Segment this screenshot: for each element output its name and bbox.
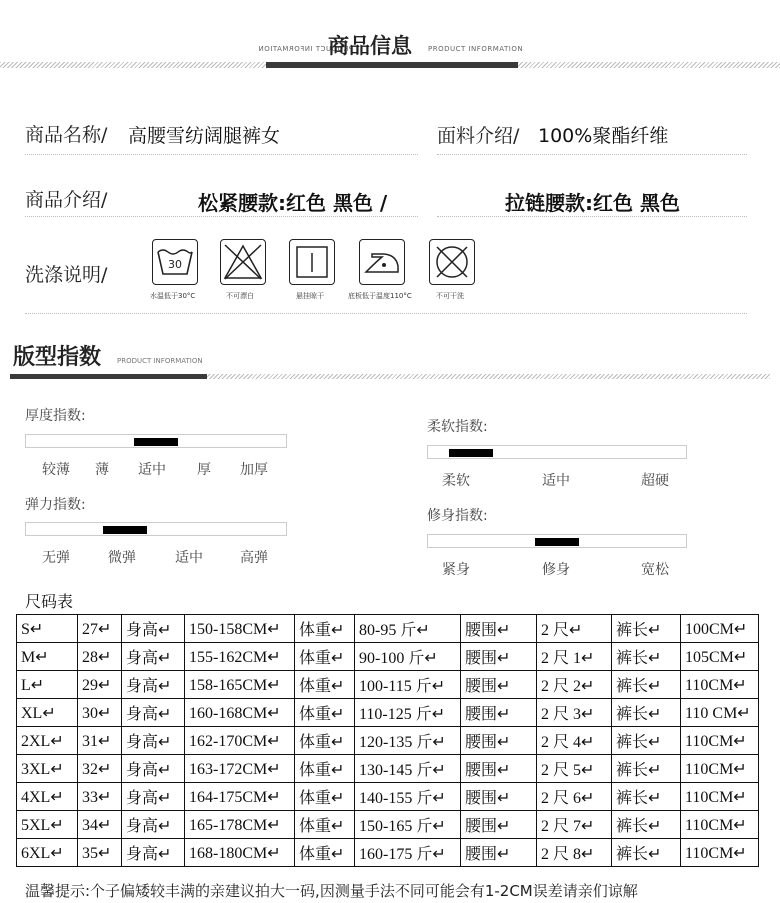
table-cell: 2 尺 3↵	[537, 699, 612, 727]
table-cell: 160-175 斤↵	[355, 839, 461, 867]
table-cell: 110 CM↵	[681, 699, 759, 727]
elasticity-tick: 微弹	[108, 550, 136, 566]
table-cell: 腰围↵	[461, 671, 537, 699]
elasticity-tick: 适中	[175, 550, 203, 566]
table-cell: 裤长↵	[612, 643, 681, 671]
table-cell: 163-172CM↵	[185, 755, 295, 783]
table-cell: 27↵	[78, 615, 122, 643]
table-cell: 164-175CM↵	[185, 783, 295, 811]
product-name-value: 高腰雪纺阔腿裤女	[128, 125, 281, 147]
table-cell: 155-162CM↵	[185, 643, 295, 671]
table-cell: 105CM↵	[681, 643, 759, 671]
table-cell: 33↵	[78, 783, 122, 811]
header-subtitle-mirrored: PRODUCT INFORMATION	[258, 45, 354, 53]
table-cell: 158-165CM↵	[185, 671, 295, 699]
table-row	[17, 699, 759, 727]
size-table-title: 尺码表	[25, 592, 74, 611]
elasticity-tick: 无弹	[42, 550, 70, 566]
elasticity-tick: 高弹	[240, 550, 268, 566]
table-cell: 90-100 斤↵	[355, 643, 461, 671]
softness-marker	[449, 449, 493, 457]
table-cell: 2 尺 2↵	[537, 671, 612, 699]
table-cell: 身高↵	[122, 643, 185, 671]
thickness-marker	[134, 438, 178, 446]
table-cell: 裤长↵	[612, 699, 681, 727]
table-cell: 110CM↵	[681, 727, 759, 755]
wash-icon-caption: 底板低于温度110°C	[348, 292, 412, 300]
wash-30-icon	[152, 239, 198, 285]
fit-tick: 修身	[542, 562, 570, 578]
elasticity-index-label: 弹力指数:	[25, 497, 86, 513]
table-cell: M↵	[17, 643, 78, 671]
table-cell: 体重↵	[295, 783, 355, 811]
table-cell: 110CM↵	[681, 839, 759, 867]
table-cell: 150-165 斤↵	[355, 811, 461, 839]
table-row	[17, 755, 759, 783]
table-cell: 110CM↵	[681, 671, 759, 699]
softness-tick: 适中	[542, 473, 570, 489]
fit-index-bar	[427, 534, 687, 548]
table-cell: 110-125 斤↵	[355, 699, 461, 727]
table-cell: 体重↵	[295, 811, 355, 839]
washing-label: 洗涤说明/	[25, 264, 108, 286]
table-row	[17, 783, 759, 811]
thickness-index-label: 厚度指数:	[25, 408, 86, 424]
page-title: 商品信息	[328, 34, 412, 58]
table-cell: 裤长↵	[612, 755, 681, 783]
table-cell: 裤长↵	[612, 783, 681, 811]
header-bar	[266, 62, 518, 68]
table-cell: 2 尺 6↵	[537, 783, 612, 811]
row-divider	[25, 216, 418, 217]
table-cell: 腰围↵	[461, 783, 537, 811]
table-cell: 5XL↵	[17, 811, 78, 839]
table-cell: 体重↵	[295, 699, 355, 727]
table-cell: 160-168CM↵	[185, 699, 295, 727]
thickness-tick: 较薄	[42, 462, 70, 478]
table-row	[17, 811, 759, 839]
table-cell: 120-135 斤↵	[355, 727, 461, 755]
fit-marker	[535, 538, 579, 546]
table-cell: 身高↵	[122, 839, 185, 867]
row-divider	[437, 216, 747, 217]
elasticity-index-bar	[25, 522, 287, 536]
wash-icon-caption: 水温低于30°C	[150, 292, 196, 300]
fit-tick: 宽松	[641, 562, 669, 578]
table-row	[17, 615, 759, 643]
table-cell: 身高↵	[122, 671, 185, 699]
table-cell: L↵	[17, 671, 78, 699]
intro-zip-waist: 拉链腰款:红色 黑色	[505, 191, 680, 215]
hang-dry-icon	[289, 239, 335, 285]
table-cell: 体重↵	[295, 727, 355, 755]
header-subtitle: PRODUCT INFORMATION	[428, 45, 524, 53]
table-row	[17, 643, 759, 671]
table-cell: 31↵	[78, 727, 122, 755]
table-cell: 30↵	[78, 699, 122, 727]
table-cell: 28↵	[78, 643, 122, 671]
fit-index-subtitle: PRODUCT INFORMATION	[117, 357, 203, 365]
no-dry-clean-icon	[429, 239, 475, 285]
wash-icon-caption: 不可干洗	[436, 292, 464, 300]
size-table	[16, 614, 759, 867]
table-cell: 2 尺 7↵	[537, 811, 612, 839]
table-cell: 腰围↵	[461, 643, 537, 671]
table-cell: 2 尺 8↵	[537, 839, 612, 867]
row-divider	[25, 154, 418, 155]
table-cell: 体重↵	[295, 643, 355, 671]
table-cell: 裤长↵	[612, 615, 681, 643]
table-cell: 腰围↵	[461, 811, 537, 839]
thickness-tick: 适中	[138, 462, 166, 478]
softness-index-bar	[427, 445, 687, 459]
table-cell: 110CM↵	[681, 783, 759, 811]
table-cell: 165-178CM↵	[185, 811, 295, 839]
table-cell: 6XL↵	[17, 839, 78, 867]
table-cell: 裤长↵	[612, 671, 681, 699]
table-cell: 29↵	[78, 671, 122, 699]
table-cell: S↵	[17, 615, 78, 643]
table-cell: 2 尺 4↵	[537, 727, 612, 755]
table-cell: 腰围↵	[461, 727, 537, 755]
wash-icon-caption: 悬挂晾干	[296, 292, 324, 300]
table-cell: 裤长↵	[612, 811, 681, 839]
intro-elastic-waist: 松紧腰款:红色 黑色 /	[198, 191, 388, 215]
table-cell: 身高↵	[122, 811, 185, 839]
table-cell: 35↵	[78, 839, 122, 867]
table-cell: 110CM↵	[681, 811, 759, 839]
table-cell: 体重↵	[295, 755, 355, 783]
section-bar	[10, 374, 207, 379]
table-cell: 2XL↵	[17, 727, 78, 755]
table-cell: 裤长↵	[612, 727, 681, 755]
table-cell: 130-145 斤↵	[355, 755, 461, 783]
table-cell: 3XL↵	[17, 755, 78, 783]
table-cell: 2 尺 1↵	[537, 643, 612, 671]
table-cell: 80-95 斤↵	[355, 615, 461, 643]
thickness-index-bar	[25, 434, 287, 448]
table-cell: 裤长↵	[612, 839, 681, 867]
table-cell: 腰围↵	[461, 839, 537, 867]
fit-tick: 紧身	[442, 562, 470, 578]
table-cell: 168-180CM↵	[185, 839, 295, 867]
table-cell: 身高↵	[122, 699, 185, 727]
table-cell: 体重↵	[295, 839, 355, 867]
fit-index-title: 版型指数	[13, 345, 102, 370]
table-row	[17, 839, 759, 867]
table-cell: 140-155 斤↵	[355, 783, 461, 811]
table-cell: 100CM↵	[681, 615, 759, 643]
table-row	[17, 671, 759, 699]
fit-index-label: 修身指数:	[427, 508, 488, 524]
table-cell: 身高↵	[122, 727, 185, 755]
size-tip: 温馨提示:个子偏矮较丰满的亲建议拍大一码,因测量手法不同可能会有1-2CM误差请亲们谅解	[25, 882, 638, 900]
softness-index-label: 柔软指数:	[427, 419, 488, 435]
table-cell: 2 尺↵	[537, 615, 612, 643]
table-cell: 150-158CM↵	[185, 615, 295, 643]
wash-temp-number: 30	[168, 258, 182, 271]
softness-tick: 柔软	[442, 473, 470, 489]
table-cell: 身高↵	[122, 783, 185, 811]
elasticity-marker	[103, 526, 147, 534]
thickness-tick: 厚	[197, 462, 211, 478]
thickness-tick: 加厚	[240, 462, 268, 478]
product-intro-label: 商品介绍/	[25, 189, 108, 211]
table-cell: 4XL↵	[17, 783, 78, 811]
iron-low-icon	[359, 239, 405, 285]
thickness-tick: 薄	[95, 462, 109, 478]
table-cell: 34↵	[78, 811, 122, 839]
row-divider	[25, 313, 747, 314]
table-cell: 110CM↵	[681, 755, 759, 783]
table-cell: 体重↵	[295, 671, 355, 699]
table-cell: 100-115 斤↵	[355, 671, 461, 699]
product-name-label: 商品名称/	[25, 124, 108, 146]
table-cell: 腰围↵	[461, 755, 537, 783]
table-cell: 162-170CM↵	[185, 727, 295, 755]
wash-icon-caption: 不可漂白	[226, 292, 254, 300]
table-cell: 32↵	[78, 755, 122, 783]
table-row	[17, 727, 759, 755]
table-cell: 腰围↵	[461, 615, 537, 643]
fabric-value: 100%聚酯纤维	[538, 125, 669, 147]
row-divider	[437, 154, 747, 155]
table-cell: 2 尺 5↵	[537, 755, 612, 783]
table-cell: 身高↵	[122, 615, 185, 643]
table-cell: 腰围↵	[461, 699, 537, 727]
no-bleach-icon	[220, 239, 266, 285]
table-cell: 体重↵	[295, 615, 355, 643]
table-cell: 身高↵	[122, 755, 185, 783]
fabric-label: 面料介绍/	[437, 125, 520, 147]
softness-tick: 超硬	[641, 473, 669, 489]
table-cell: XL↵	[17, 699, 78, 727]
